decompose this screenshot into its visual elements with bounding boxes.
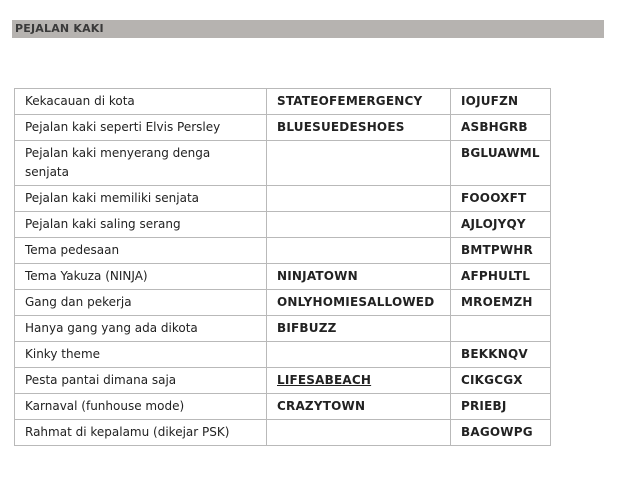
row-description: Rahmat di kepalamu (dikejar PSK) — [15, 420, 267, 446]
row-cheat: BLUESUEDESHOES — [267, 115, 451, 141]
row-cheat: BIFBUZZ — [267, 316, 451, 342]
row-description: Karnaval (funhouse mode) — [15, 394, 267, 420]
cheat-table — [14, 88, 551, 446]
row-code: BAGOWPG — [451, 420, 551, 446]
table-row — [15, 238, 551, 264]
table-row — [15, 141, 551, 186]
row-description: Pejalan kaki memiliki senjata — [15, 186, 267, 212]
row-description: Pejalan kaki menyerang denga senjata — [15, 141, 267, 186]
table-row — [15, 290, 551, 316]
row-cheat: NINJATOWN — [267, 264, 451, 290]
row-description: Gang dan pekerja — [15, 290, 267, 316]
row-code: BGLUAWML — [451, 141, 551, 186]
row-description: Kinky theme — [15, 342, 267, 368]
row-description: Hanya gang yang ada dikota — [15, 316, 267, 342]
section-header: PEJALAN KAKI — [12, 20, 604, 38]
row-cheat — [267, 186, 451, 212]
table-row — [15, 89, 551, 115]
table-row — [15, 420, 551, 446]
row-code: AJLOJYQY — [451, 212, 551, 238]
table-row — [15, 368, 551, 394]
row-code — [451, 316, 551, 342]
row-description: Pejalan kaki saling serang — [15, 212, 267, 238]
table-row — [15, 394, 551, 420]
row-cheat — [267, 212, 451, 238]
row-code: AFPHULTL — [451, 264, 551, 290]
row-cheat — [267, 420, 451, 446]
table-row — [15, 115, 551, 141]
table-row — [15, 212, 551, 238]
row-cheat: STATEOFEMERGENCY — [267, 89, 451, 115]
table-row — [15, 316, 551, 342]
row-cheat: ONLYHOMIESALLOWED — [267, 290, 451, 316]
row-code: BEKKNQV — [451, 342, 551, 368]
row-cheat — [267, 141, 451, 186]
row-code: FOOOXFT — [451, 186, 551, 212]
row-description: Pejalan kaki seperti Elvis Persley — [15, 115, 267, 141]
row-cheat — [267, 368, 451, 394]
row-code: PRIEBJ — [451, 394, 551, 420]
row-code: ASBHGRB — [451, 115, 551, 141]
row-description: Tema Yakuza (NINJA) — [15, 264, 267, 290]
row-code: IOJUFZN — [451, 89, 551, 115]
table-row — [15, 264, 551, 290]
row-description: Tema pedesaan — [15, 238, 267, 264]
row-code: BMTPWHR — [451, 238, 551, 264]
row-cheat — [267, 342, 451, 368]
row-code: CIKGCGX — [451, 368, 551, 394]
row-description: Pesta pantai dimana saja — [15, 368, 267, 394]
table-row — [15, 342, 551, 368]
row-cheat: CRAZYTOWN — [267, 394, 451, 420]
table-row — [15, 186, 551, 212]
row-cheat — [267, 238, 451, 264]
row-code: MROEMZH — [451, 290, 551, 316]
row-description: Kekacauan di kota — [15, 89, 267, 115]
lifesabeach-link[interactable]: LIFESABEACH — [277, 373, 372, 387]
